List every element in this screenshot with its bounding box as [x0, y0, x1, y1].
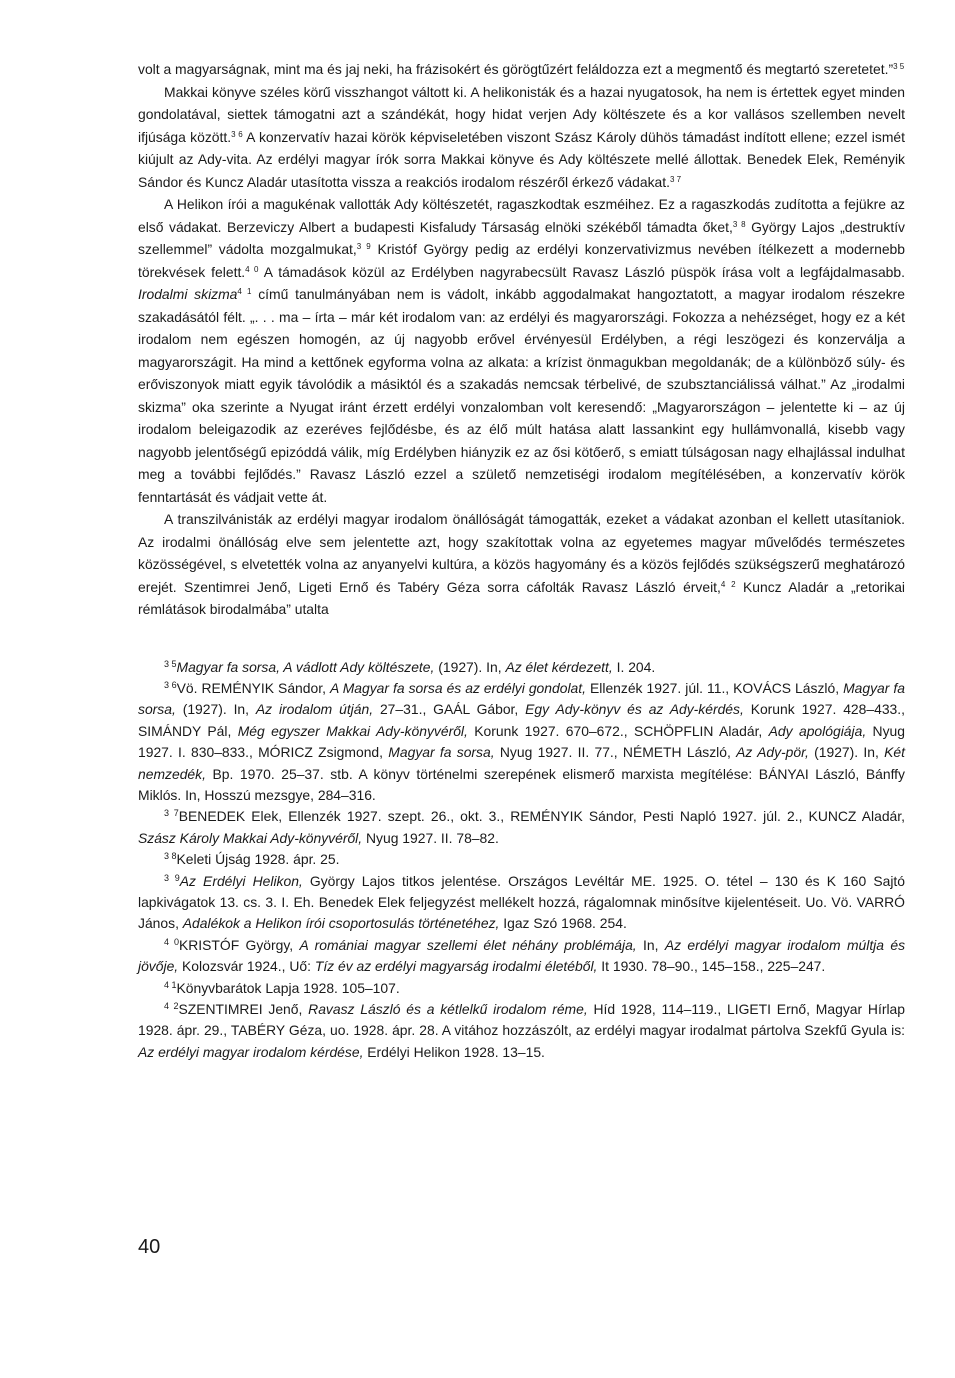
- text-run: volt a magyarságnak, mint ma és jaj neki, ha frázisokért és görögtűzért feláldozza ezt a megmentő és megtartó szeretetet.”: [138, 61, 894, 77]
- footnote-ref-36: 3 6: [231, 129, 243, 139]
- italic-title: Az Ady-pör,: [736, 744, 809, 761]
- footnote-ref-41: 4 1: [237, 287, 252, 296]
- italic-title: Adalékok a Helikon írói csoportosulás történetéhez,: [182, 915, 500, 932]
- italic-title: Tíz év az erdélyi magyarság irodalmi életéből,: [314, 958, 598, 975]
- text-run: Kuncz Aladár a „retorikai rémlátások birodalmába” utalta: [138, 578, 906, 617]
- footnote-number: 4 2: [164, 1001, 179, 1011]
- text-run: In,: [636, 936, 665, 953]
- text-run: Nyug 1927. II. 77., NÉMETH László,: [494, 744, 737, 761]
- text-run: Vö. REMÉNYIK Sándor,: [176, 679, 330, 696]
- text-run: A konzervatív hazai körök képviseletében viszont Szász Károly dühös támadást indított ellene; ezzel ismét kiújult az Ady-vita. Az erdélyi magyar írók sorra Makkai könyve és Ady költészete mellé állottak. Benedek Elek, Reményik Sándor és Kuncz Aladár utasította vissza a reakciós irodalom részéről érkező vádakat.: [138, 128, 905, 190]
- footnote-ref-38: 3 8: [732, 219, 746, 229]
- footnote-41: [138, 978, 905, 999]
- italic-title: Két nemzedék,: [138, 744, 905, 782]
- footnote-39: [138, 871, 905, 935]
- text-run: Kristóf György pedig az erdélyi konzervativizmus nevében ítélkezett a modernebb törekvések felett.: [138, 241, 905, 280]
- text-run: A transzilvánisták az erdélyi magyar irodalom önállóságát támogatták, ezeket a vádakat azonban el kellett utasítaniok. Az irodalmi önállóság elve sem jelentette azt, hogy szakítottak volna az egyetemes magyar művelődés természetes közösségével, s elvetették volna az anyanyelvi kultúra, a közös hagyomány és a közös fejlődés szükségszerű meghatározó erejét. Szentimrei Jenő, Ligeti Ernő és Tabéry Géza sorra cáfolták Ravasz László érveit,: [138, 511, 905, 595]
- italic-title: Az erdélyi magyar irodalom múltja és jövője,: [138, 936, 906, 975]
- footnote-number: 4 0: [164, 936, 180, 947]
- text-run: Bp. 1970. 25–37. stb. A könyv történelmi szerepének elismerő marxista megítélése: BÁNYAI László, Bánffy Miklós. In, Hosszú mezsgye, 284–316.: [138, 765, 905, 803]
- text-run: (1927). In,: [175, 701, 256, 718]
- footnotes: [138, 657, 905, 1064]
- text-run: 27–31., GAÁL Gábor,: [373, 701, 526, 718]
- italic-title: Az Erdélyi Helikon,: [179, 872, 303, 889]
- italic-title: Ravasz László és a kétlelkű irodalom réme,: [308, 1001, 588, 1017]
- footnote-number: 3 5: [164, 658, 177, 669]
- italic-title: A romániai magyar szellemi élet néhány problémája,: [299, 936, 637, 953]
- footnote-number: 4 1: [164, 979, 177, 990]
- text-run: A támadások közül az Erdélyben nagyrabecsült Ravasz László püspök írása volt a legfájdalmasabb.: [258, 263, 905, 280]
- italic-title: Az irodalom útján,: [255, 701, 374, 718]
- text-run: Korunk 1927. 428–433., SIMÁNDY Pál,: [138, 701, 905, 739]
- text-run: Erdélyi Helikon 1928. 13–15.: [363, 1043, 545, 1060]
- main-text: [138, 58, 905, 621]
- paragraph-1: [138, 58, 905, 81]
- footnote-35: [138, 657, 905, 678]
- italic-title: Irodalmi skizma: [138, 286, 238, 302]
- footnote-38: [138, 849, 905, 870]
- footnote-42: [138, 999, 905, 1063]
- text-run: (1927). In,: [808, 744, 885, 761]
- footnote-ref-39: 3 9: [356, 242, 371, 251]
- text-run: It 1930. 78–90., 145–158., 225–247.: [597, 958, 826, 975]
- text-run: Nyug 1927. II. 78–82.: [362, 829, 499, 846]
- text-run: György Lajos titkos jelentése. Országos Levéltár ME. 1925. O. tétel – 130 és K 160 Sajtó lapkivágatok 13. cs. 3. I. Eh. Benedek Elek feljegyzést mellékelt hozzá, rágalomnak minősítve kijelentéseit. Uo. Vö. VARRÓ János,: [138, 872, 905, 932]
- text-run: című tanulmányában nem is vádolt, inkább aggodalmakat hangoztatott, a magyar irodalom részekre szakadásától félt. „. . . ma – írta – már két irodalom van: az erdélyi és magyarországi. Fokozza a nehézséget, hogy ez a két irodalom nem egészen homogén, az új nagyobb erővel érvényesül Erdélyben, a régi leszögezi és konzerválja a magyarországit. Ha mind a kettőnek egyforma volna az alkata: a krízist önmagukban megoldanák; de a különböző súly- és erőviszonyok miatt egyik távolódik a másiktól és a szakadás nemcsak térbelivé, de szubsztanciálissá válhat.” Az „irodalmi skizma” oka szerinte a Nyugat iránt érzett erdélyi vonzalomban volt keresendő: „Magyarországon – jelentette ki – az új irodalom beleigazodik az ezeréves fejlődésbe, és az élő múlt hatása alatt lassankint egy hullámvonallá, kisebb vagy nagyobb jelentőségű epizóddá válik, míg Erdélyben hiányzik ez az ősi kötőerő, s emiatt túlságosan nagy elhajlással indulhat meg a további fejlődés.” Ravasz László ezzel a születő nemzetiségi irodalom megítélésében, a konzervatív körök fenntartását és vádjait vette át.: [138, 286, 905, 505]
- paragraph-2: [138, 81, 905, 194]
- italic-title: Az élet kérdezett,: [505, 658, 613, 675]
- text-run: I. 204.: [612, 658, 656, 675]
- page-number: 40: [138, 1236, 161, 1258]
- italic-title: Ady apológiája,: [768, 722, 867, 739]
- footnote-37: [138, 806, 905, 849]
- footnote-40: [138, 935, 905, 978]
- text-run: Ellenzék 1927. júl. 11., KOVÁCS László,: [586, 679, 844, 696]
- text-run: KRISTÓF György,: [179, 936, 300, 953]
- footnote-36: [138, 678, 905, 806]
- italic-title: Szász Károly Makkai Ady-könyvéről,: [138, 829, 363, 846]
- text-run: György Lajos „destruktív szellemmel” vádolta mozgalmukat,: [138, 218, 905, 257]
- text-run: Nyug 1927. I. 830–833., MÓRICZ Zsigmond,: [138, 722, 905, 761]
- italic-title: Magyar fa sorsa,: [388, 744, 495, 761]
- text-run: BENEDEK Elek, Ellenzék 1927. szept. 26., okt. 3., REMÉNYIK Sándor, Pesti Napló 1927. júl. 2., KUNCZ Aladár,: [178, 808, 905, 825]
- text-run: Igaz Szó 1968. 254.: [499, 915, 627, 932]
- paragraph-4: [138, 508, 905, 621]
- text-run: A Helikon írói a magukénak vallották Ady költészetét, ragaszkodtak eszméihez. Ez a ragaszkodás zudította a fejükre az első vádakat. Berzeviczy Albert a budapesti Kisfaludy Társaság elnöki székéből támadta őket,: [138, 196, 905, 235]
- text-run: Híd 1928, 114–119., LIGETI Ernő, Magyar Hírlap 1928. ápr. 29., TABÉRY Géza, uo. 1928. ápr. 28. A vitához hozzászólt, az erdélyi magyar irodalmat pártolva Szekfű Gyula is:: [138, 1001, 905, 1039]
- footnote-number: 3 6: [164, 679, 177, 690]
- italic-title: Az erdélyi magyar irodalom kérdése,: [138, 1043, 364, 1060]
- footnote-ref-42: 4 2: [720, 579, 736, 589]
- italic-title: A Magyar fa sorsa és az erdélyi gondolat,: [329, 679, 586, 696]
- footnote-ref-35: 3 5: [893, 62, 905, 71]
- text-run: Kolozsvár 1924., Uő:: [178, 958, 315, 975]
- text-run: Könyvbarátok Lapja 1928. 105–107.: [176, 979, 400, 996]
- paragraph-3: [138, 193, 905, 508]
- italic-title: Még egyszer Makkai Ady-könyvéről,: [237, 722, 468, 739]
- italic-title: Magyar fa sorsa, A vádlott Ady költészete,: [176, 658, 435, 675]
- text-run: (1927). In,: [434, 658, 506, 675]
- footnote-ref-37: 3 7: [669, 174, 682, 184]
- text-run: Korunk 1927. 670–672., SCHÖPFLIN Aladár,: [467, 722, 769, 739]
- italic-title: Magyar fa sorsa,: [138, 679, 905, 718]
- text-run: Makkai könyve széles körű visszhangot váltott ki. A helikonisták és a hazai nyugatosok, ha nem is értettek egyet minden gondolatával, siettek támogatni azt a szándékát, hogy hidat verjen Ady költészete és a kor vallásos szellemben nevelt ifjúsága között.: [138, 83, 905, 145]
- footnote-ref-40: 4 0: [245, 264, 259, 274]
- italic-title: Egy Ady-könyv és az Ady-kérdés,: [525, 701, 744, 718]
- footnote-number: 3 8: [164, 851, 177, 862]
- footnote-number: 3 7: [164, 808, 179, 819]
- text-run: Keleti Újság 1928. ápr. 25.: [176, 851, 340, 868]
- text-run: SZENTIMREI Jenő,: [178, 1001, 309, 1017]
- footnote-number: 3 9: [164, 872, 180, 883]
